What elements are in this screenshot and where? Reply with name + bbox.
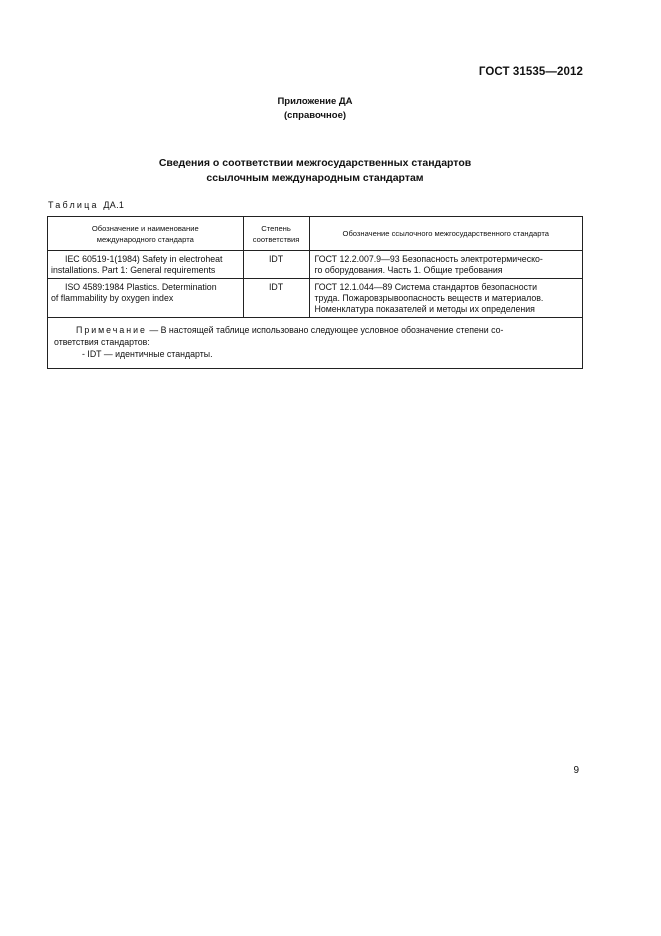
header-degree-line-1: Степень bbox=[261, 223, 291, 233]
table-note bbox=[48, 318, 583, 369]
section-title-line-1: Сведения о соответствии межгосударственных стандартов bbox=[158, 157, 472, 169]
table-row bbox=[48, 279, 583, 318]
table-note-row bbox=[48, 318, 583, 369]
table-header-row bbox=[48, 217, 583, 251]
table-label-number: ДА.1 bbox=[103, 200, 125, 210]
section-title-line-2: ссылочным международным стандартам bbox=[206, 172, 424, 184]
document-code: ГОСТ 31535—2012 bbox=[478, 66, 583, 78]
note-text-line-2: ответствия стандартов: bbox=[54, 337, 150, 347]
note-line-1 bbox=[54, 324, 576, 336]
header-degree bbox=[243, 217, 309, 251]
header-intl-line-1: Обозначение и наименование bbox=[91, 223, 199, 233]
appendix-title: Приложение ДА bbox=[277, 96, 353, 107]
page-number: 9 bbox=[573, 765, 579, 776]
gost-standard-line-1: ГОСТ 12.2.007.9—93 Безопасность электротермическо- bbox=[314, 254, 543, 264]
table-label-word: Таблица bbox=[48, 200, 99, 210]
table-row bbox=[48, 251, 583, 279]
gost-standard-cell bbox=[309, 251, 583, 279]
note-item: - IDT — идентичные стандарты. bbox=[82, 349, 213, 359]
gost-standard-line-3: Номенклатура показателей и методы их определения bbox=[314, 304, 535, 314]
header-intl-standard bbox=[48, 217, 244, 251]
correspondence-table bbox=[47, 216, 583, 369]
section-title bbox=[0, 156, 630, 186]
intl-standard-line-2: installations. Part 1: General requirements bbox=[51, 265, 216, 275]
intl-standard-line-2: of flammability by oxygen index bbox=[51, 293, 174, 303]
header-intl-line-2: международного стандарта bbox=[96, 234, 194, 244]
appendix-subtitle: (справочное) bbox=[283, 110, 347, 121]
note-prefix: Примечание bbox=[76, 325, 147, 335]
gost-standard-line-1: ГОСТ 12.1.044—89 Система стандартов безопасности bbox=[314, 282, 537, 292]
header-degree-line-2: соответствия bbox=[252, 234, 300, 244]
header-gost-standard: Обозначение ссылочного межгосударственного стандарта bbox=[309, 217, 583, 251]
note-text-line-1: — В настоящей таблице использовано следующее условное обозначение степени со- bbox=[146, 325, 504, 335]
intl-standard-cell bbox=[48, 251, 244, 279]
intl-standard-cell bbox=[48, 279, 244, 318]
gost-standard-cell bbox=[309, 279, 583, 318]
degree-cell: IDT bbox=[243, 279, 309, 318]
appendix-heading bbox=[0, 95, 630, 123]
gost-standard-line-2: труда. Пожаровзрывоопасность веществ и материалов. bbox=[314, 293, 544, 303]
intl-standard-line-1: IEC 60519-1(1984) Safety in electroheat bbox=[65, 254, 223, 264]
intl-standard-line-1: ISO 4589:1984 Plastics. Determination bbox=[65, 282, 217, 292]
gost-standard-line-2: го оборудования. Часть 1. Общие требования bbox=[314, 265, 503, 275]
table-label bbox=[48, 200, 124, 210]
degree-cell: IDT bbox=[243, 251, 309, 279]
